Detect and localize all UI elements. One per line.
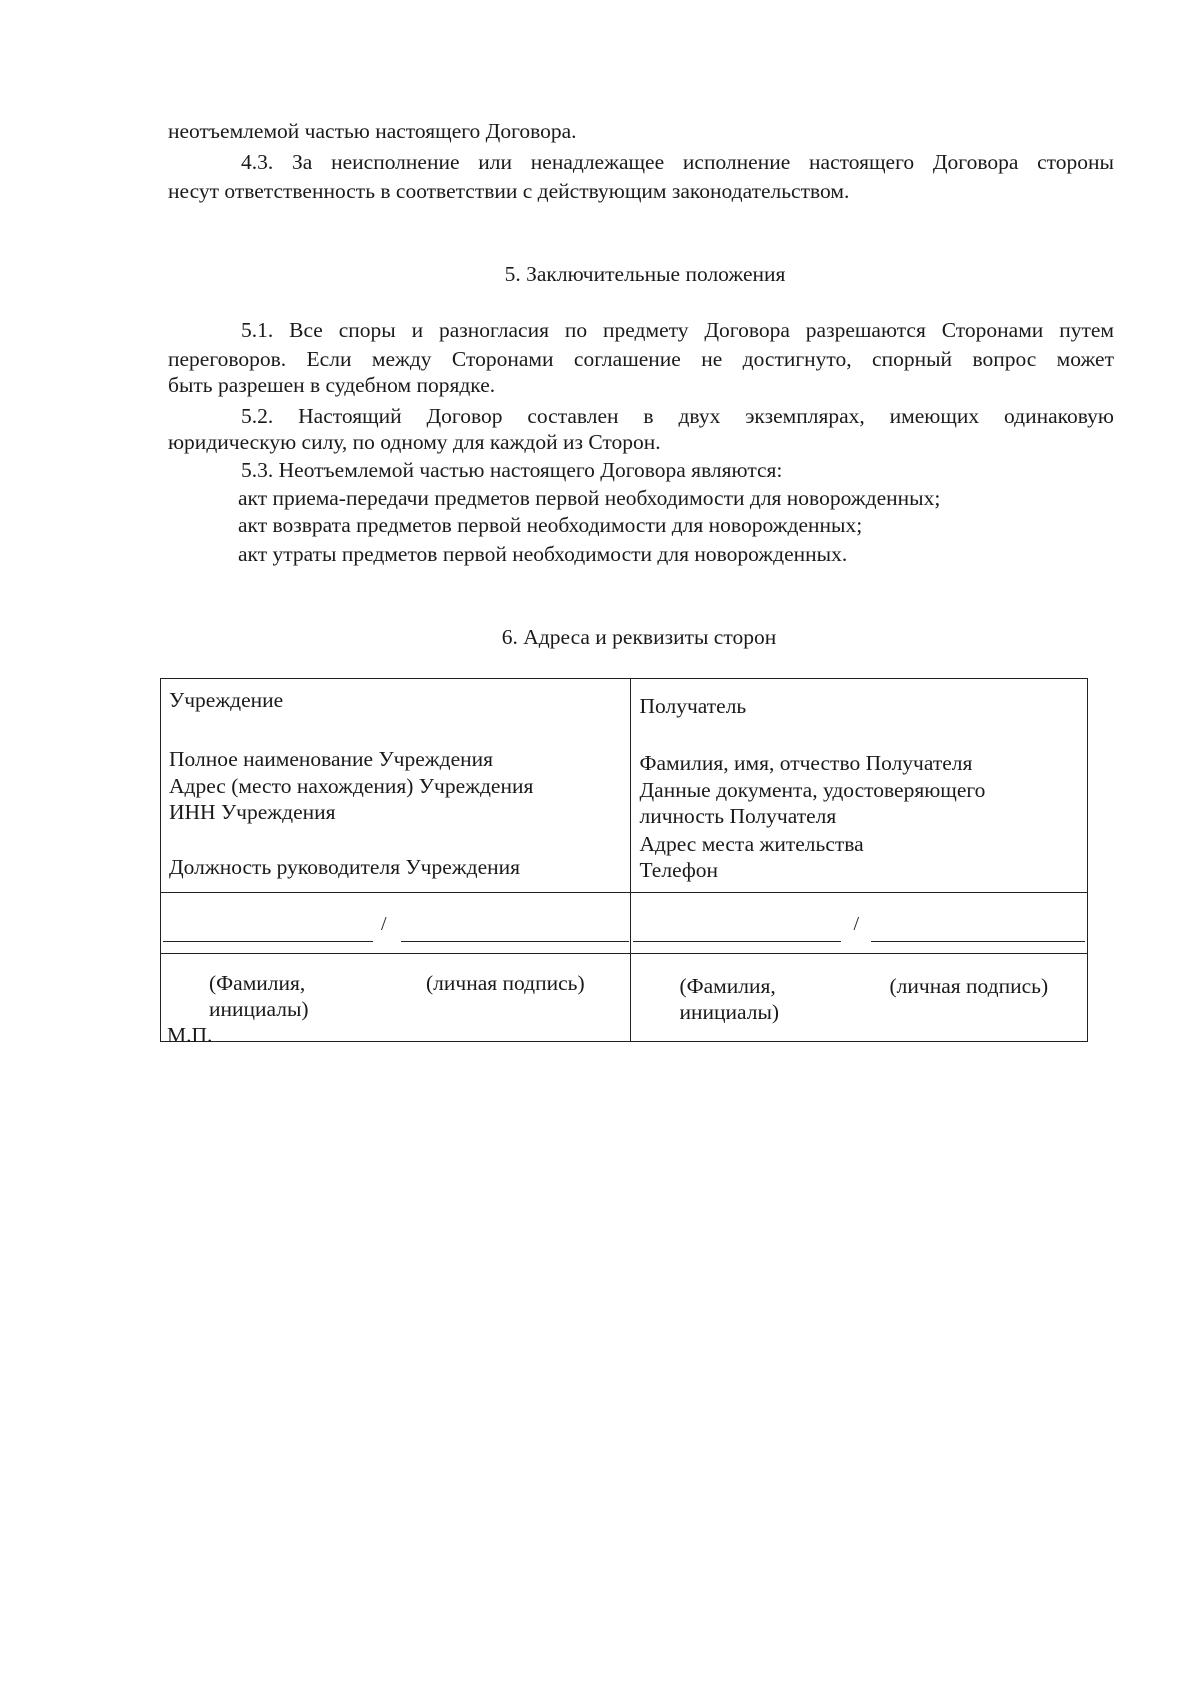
institution-head-position: Должность руководителя Учреждения [169, 855, 521, 879]
institution-cell [161, 679, 631, 893]
recipient-sig-name-caption-2: инициалы) [679, 1000, 780, 1024]
institution-title: Учреждение [169, 688, 284, 712]
institution-sig-divider [161, 953, 631, 954]
institution-sig-name-caption: (Фамилия, [209, 971, 306, 995]
signature-separator: / [853, 913, 860, 935]
recipient-name-line [633, 941, 841, 942]
recipient-cell [631, 679, 1088, 893]
recipient-address: Адрес места жительства [639, 832, 864, 856]
clause-5-1-line1: 5.1. Все споры и разногласия по предмету Договора разрешаются Сторонами путем [241, 318, 1114, 342]
institution-signature-line [401, 941, 629, 942]
clause-5-2-line2: юридическую силу, по одному для каждой из Сторон. [168, 430, 661, 454]
clause-5-1-line2: переговоров. Если между Сторонами соглашение не достигнуто, спорный вопрос может [168, 347, 1114, 371]
institution-signature-cell [161, 893, 631, 1047]
section6-heading: 6. Адреса и реквизиты сторон [501, 625, 777, 649]
institution-address: Адрес (место нахождения) Учреждения [169, 774, 534, 798]
recipient-full-name: Фамилия, имя, отчество Получателя [639, 751, 973, 775]
clause-5-1-line3: быть разрешен в судебном порядке. [168, 373, 496, 397]
institution-sig-sign-caption: (личная подпись) [426, 971, 585, 995]
recipient-sig-sign-caption: (личная подпись) [889, 974, 1049, 998]
annex-item-3: акт утраты предметов первой необходимости для новорожденных. [238, 542, 848, 566]
institution-inn: ИНН Учреждения [169, 800, 336, 824]
signature-separator: / [381, 913, 387, 935]
section5-heading: 5. Заключительные положения [504, 262, 786, 286]
recipient-title: Получатель [639, 694, 747, 718]
stamp-place: М.П. [167, 1023, 213, 1047]
clause-4-3-line2: несут ответственность в соответствии с действующим законодательством. [168, 179, 850, 203]
clause4-continuation: неотъемлемой частью настоящего Договора. [168, 119, 577, 143]
recipient-signature-cell [631, 893, 1088, 1042]
institution-full-name: Полное наименование Учреждения [169, 747, 494, 771]
clause-5-2-line1: 5.2. Настоящий Договор составлен в двух экземплярах, имеющих одинаковую [241, 404, 1114, 428]
clause-5-3-line1: 5.3. Неотъемлемой частью настоящего Договора являются: [241, 458, 783, 482]
annex-item-2: акт возврата предметов первой необходимости для новорожденных; [238, 513, 863, 537]
requisites-table [160, 678, 1088, 1047]
institution-name-line [163, 941, 373, 942]
recipient-id-document-cont: личность Получателя [639, 804, 837, 828]
recipient-sig-name-caption: (Фамилия, [679, 974, 776, 998]
recipient-signature-line [871, 941, 1085, 942]
annex-item-1: акт приема-передачи предметов первой необходимости для новорожденных; [238, 486, 941, 510]
institution-sig-name-caption-2: инициалы) [209, 997, 309, 1021]
recipient-id-document: Данные документа, удостоверяющего [639, 778, 986, 802]
clause-4-3-line1: 4.3. За неисполнение или ненадлежащее исполнение настоящего Договора стороны [241, 150, 1114, 174]
recipient-sig-divider [631, 953, 1087, 954]
recipient-phone: Телефон [639, 858, 719, 882]
